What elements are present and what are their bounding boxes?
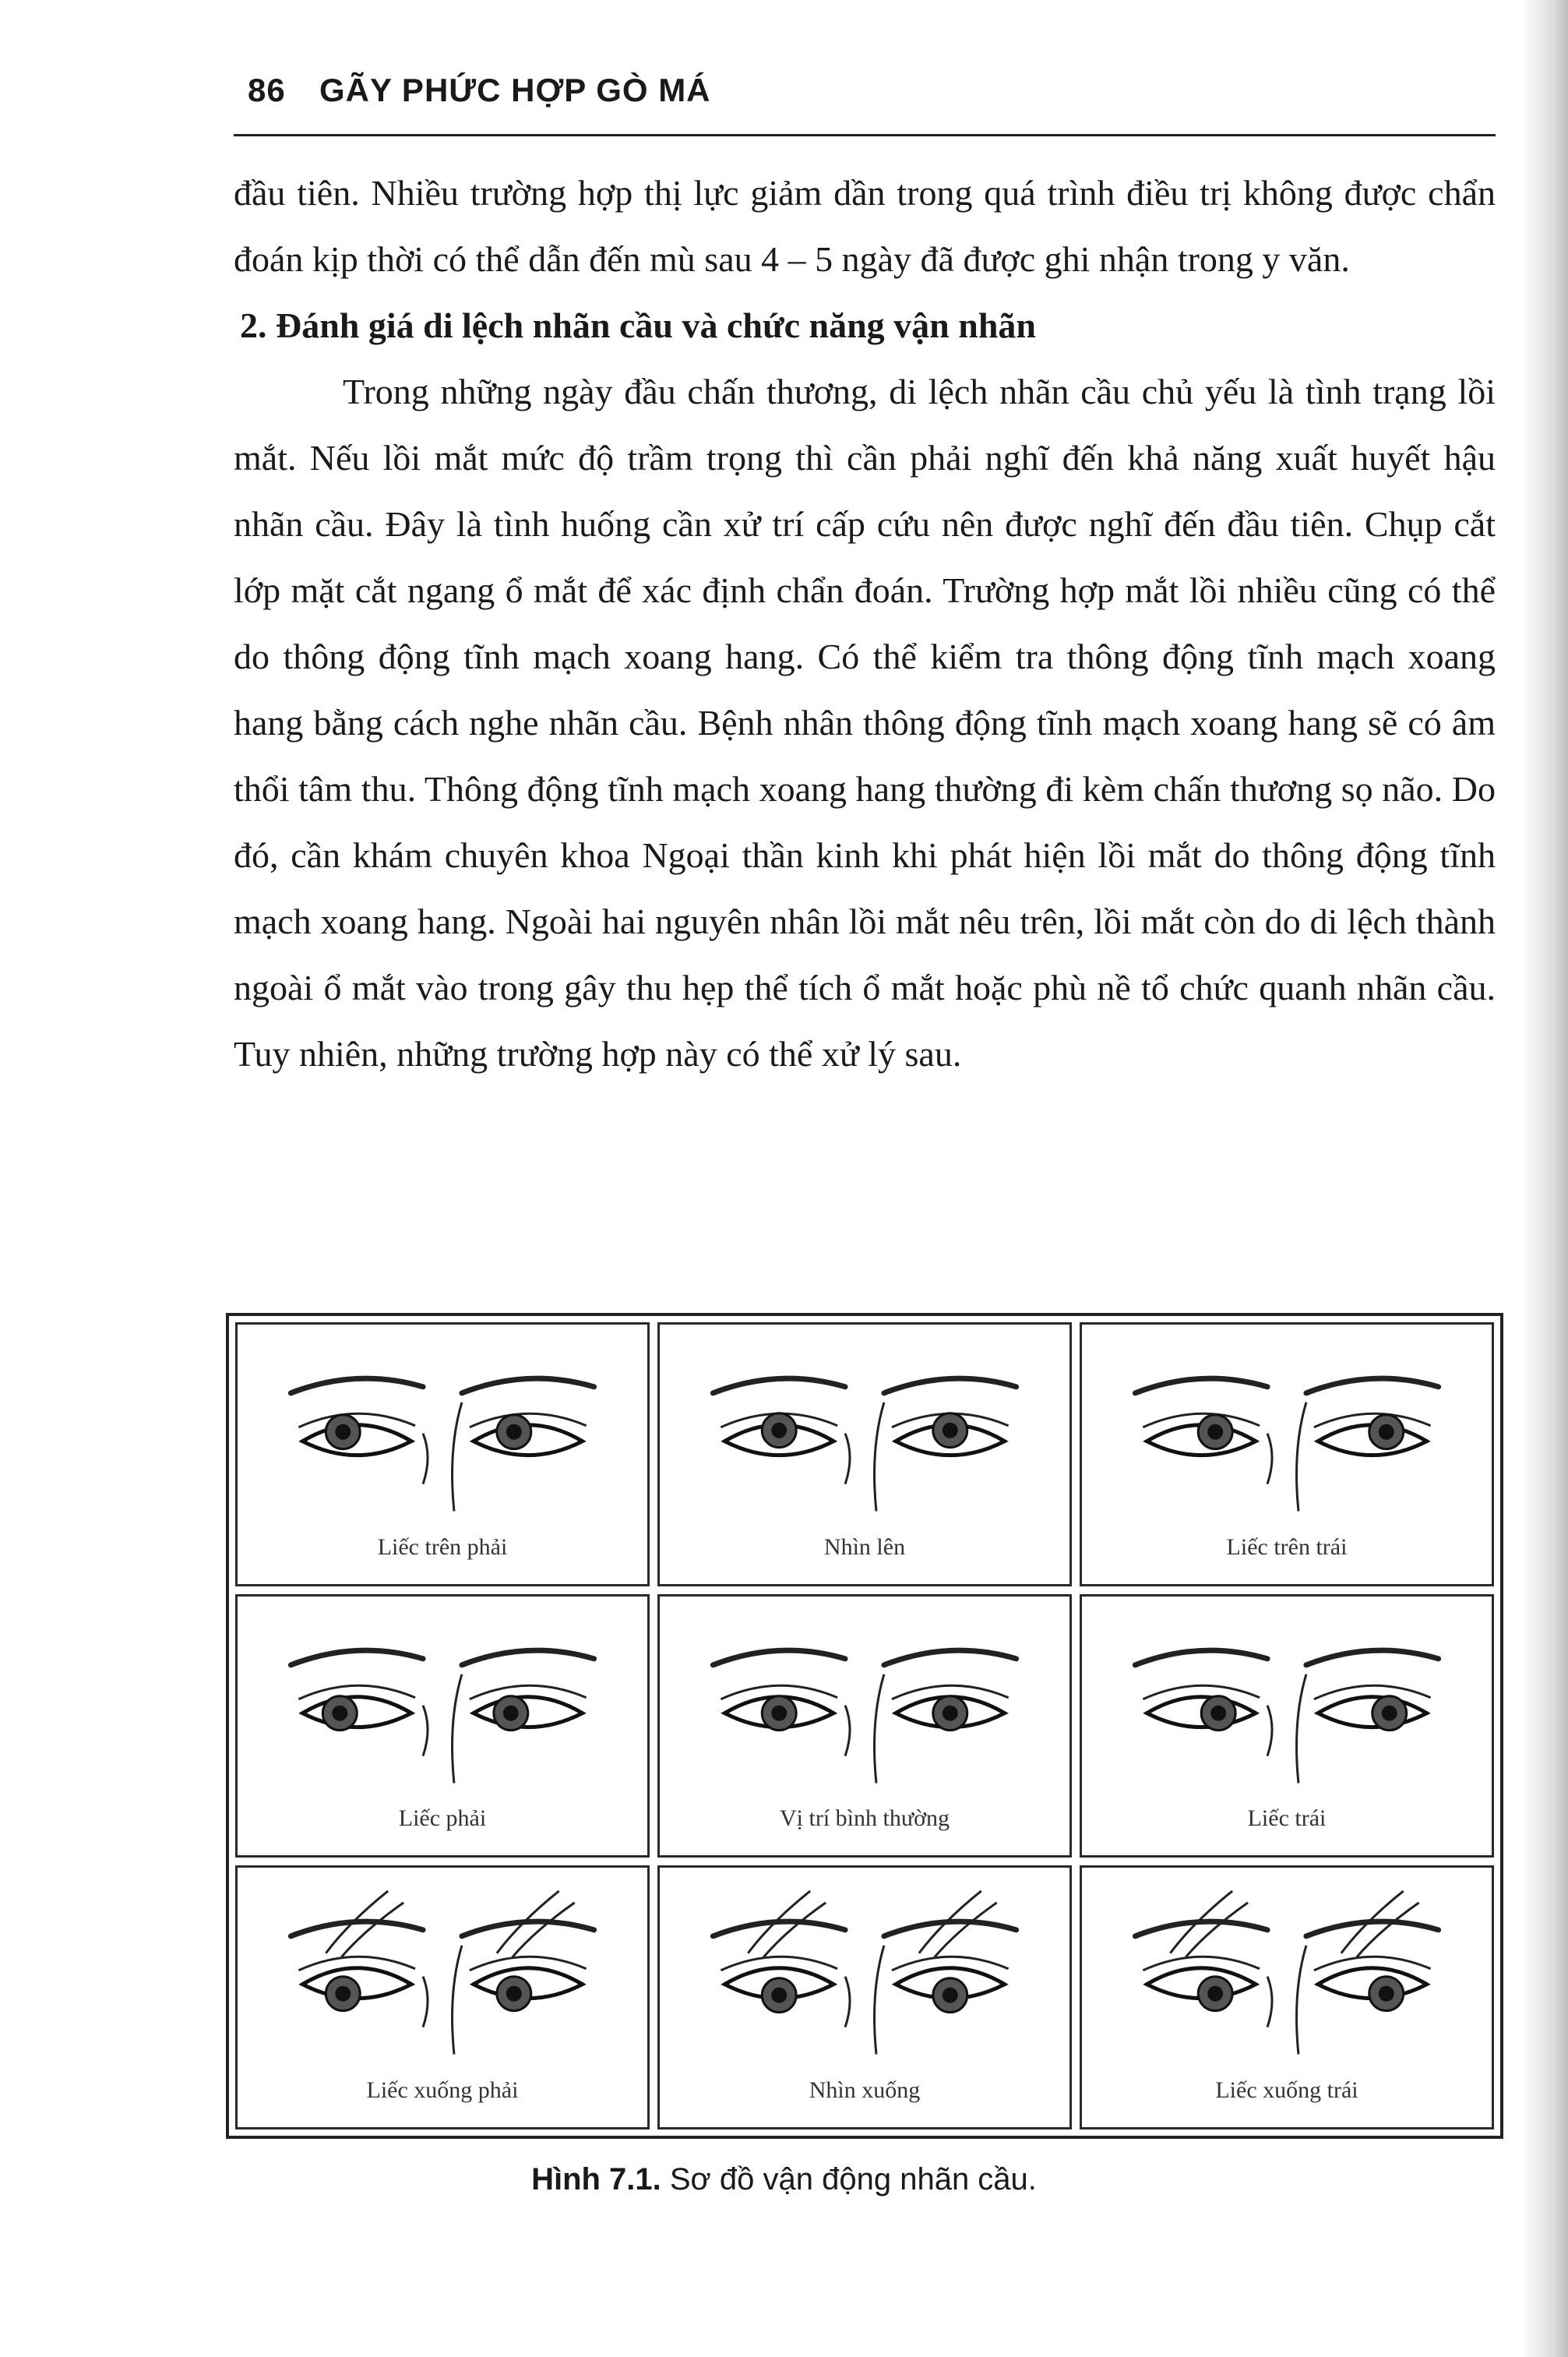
eyebrow-icon xyxy=(1306,1921,1439,1936)
nose-line-icon xyxy=(1267,1977,1272,2027)
pupil-icon xyxy=(771,1705,787,1720)
panel-label: Nhìn xuống xyxy=(809,2076,921,2103)
panel-label: Vị trí bình thường xyxy=(780,1805,950,1832)
pupil-icon xyxy=(943,1988,958,2003)
figure-panel xyxy=(657,1322,1072,1586)
panel-label: Liếc trên trái xyxy=(1226,1533,1348,1560)
pupil-icon xyxy=(506,1986,522,2002)
eyes-illustration xyxy=(660,1325,1069,1526)
chapter-title: GÃY PHỨC HỢP GÒ MÁ xyxy=(319,72,711,108)
nose-line-icon xyxy=(845,1434,850,1484)
figure-panel xyxy=(1080,1865,1494,2129)
body-text xyxy=(234,160,1496,1087)
pupil-icon xyxy=(943,1705,958,1720)
section-paragraph: Trong những ngày đầu chấn thương, di lệch nhãn cầu chủ yếu là tình trạng lồi mắt. Nếu lồi mắt mức độ trầm trọng thì cần phải nghĩ đến khả năng xuất huyết hậu nhãn cầu. Đây là tình huống cần xử trí cấp cứu nên được nghĩ đến đầu tiên. Chụp cắt lớp mặt cắt ngang ổ mắt để xác định chẩn đoán. Trường hợp mắt lồi nhiều cũng có thể do thông động tĩnh mạch xoang hang. Có thể kiểm tra thông động tĩnh mạch xoang hang bằng cách nghe nhãn cầu. Bệnh nhân thông động tĩnh mạch xoang hang sẽ có âm thổi tâm thu. Thông động tĩnh mạch xoang hang thường đi kèm chấn thương sọ não. Do đó, cần khám chuyên khoa Ngoại thần kinh khi phát hiện lồi mắt do thông động tĩnh mạch xoang hang. Ngoài hai nguyên nhân lồi mắt nêu trên, lồi mắt còn do di lệch thành ngoài ổ mắt vào trong gây thu hẹp thể tích ổ mắt hoặc phù nề tổ chức quanh nhãn cầu. Tuy nhiên, những trường hợp này có thể xử lý sau. xyxy=(234,372,1496,1074)
figure-panel xyxy=(235,1322,650,1586)
nose-line-icon xyxy=(423,1705,428,1755)
nose-line-icon xyxy=(845,1977,850,2027)
figure-panel xyxy=(235,1594,650,1858)
nose-line-icon xyxy=(875,1674,884,1783)
nose-line-icon xyxy=(875,1403,884,1512)
pupil-icon xyxy=(332,1705,347,1720)
pupil-icon xyxy=(1382,1705,1397,1720)
eyebrow-icon xyxy=(462,1378,594,1393)
eyes-illustration xyxy=(238,1325,647,1526)
eyebrow-icon xyxy=(1135,1921,1267,1936)
panel-label: Liếc trên phải xyxy=(377,1533,508,1560)
eyes-illustration xyxy=(1082,1597,1492,1798)
nose-line-icon xyxy=(453,1674,462,1783)
eye-movement-figure xyxy=(226,1313,1503,2139)
nose-line-icon xyxy=(1267,1434,1272,1484)
eyes-illustration xyxy=(660,1597,1069,1798)
eyebrow-icon xyxy=(884,1921,1017,1936)
pupil-icon xyxy=(943,1423,958,1438)
pupil-icon xyxy=(771,1988,787,2003)
nose-line-icon xyxy=(453,1403,462,1512)
figure-panel xyxy=(235,1865,650,2129)
panel-label: Liếc xuống phải xyxy=(366,2076,519,2103)
pupil-icon xyxy=(335,1986,351,2002)
figure-panel xyxy=(657,1865,1072,2129)
intro-paragraph: đầu tiên. Nhiều trường hợp thị lực giảm dần trong quá trình điều trị không được chẩn đoán kịp thời có thể dẫn đến mù sau 4 – 5 ngày đã được ghi nhận trong y văn. xyxy=(234,173,1496,279)
nose-line-icon xyxy=(423,1434,428,1484)
nose-line-icon xyxy=(1267,1705,1272,1755)
eyebrow-icon xyxy=(884,1650,1017,1665)
figure-panel xyxy=(1080,1322,1494,1586)
caption-text: Sơ đồ vận động nhãn cầu. xyxy=(661,2162,1037,2196)
eyes-illustration xyxy=(238,1597,647,1798)
eyebrow-icon xyxy=(884,1378,1017,1393)
eyebrow-icon xyxy=(1306,1650,1439,1665)
nose-line-icon xyxy=(1297,1674,1306,1783)
eyes-illustration xyxy=(238,1868,647,2069)
caption-label: Hình 7.1. xyxy=(531,2162,661,2196)
figure-panel xyxy=(657,1594,1072,1858)
running-header xyxy=(234,72,1496,136)
figure-caption xyxy=(0,2162,1568,2197)
panel-label: Liếc phải xyxy=(398,1805,487,1832)
page-number: 86 xyxy=(248,72,286,108)
nose-line-icon xyxy=(1297,1403,1306,1512)
figure-panel xyxy=(1080,1594,1494,1858)
panel-label: Nhìn lên xyxy=(823,1533,906,1560)
eyebrow-icon xyxy=(1306,1378,1439,1393)
nose-line-icon xyxy=(1297,1946,1306,2055)
pupil-icon xyxy=(1207,1424,1223,1440)
eyebrow-icon xyxy=(713,1921,845,1936)
eyebrow-icon xyxy=(291,1650,423,1665)
pupil-icon xyxy=(506,1424,522,1440)
nose-line-icon xyxy=(453,1946,462,2055)
eyebrow-icon xyxy=(462,1650,594,1665)
eyebrow-icon xyxy=(291,1378,423,1393)
panel-label: Liếc trái xyxy=(1247,1805,1327,1832)
pupil-icon xyxy=(503,1705,519,1720)
eyebrow-icon xyxy=(713,1650,845,1665)
pupil-icon xyxy=(1379,1424,1394,1440)
section-heading: 2. Đánh giá di lệch nhãn cầu và chức năng vận nhãn xyxy=(240,305,1036,345)
eyebrow-icon xyxy=(1135,1650,1267,1665)
pupil-icon xyxy=(1207,1986,1223,2002)
eyes-illustration xyxy=(1082,1325,1492,1526)
eyes-illustration xyxy=(660,1868,1069,2069)
pupil-icon xyxy=(771,1423,787,1438)
eyes-illustration xyxy=(1082,1868,1492,2069)
pupil-icon xyxy=(1379,1986,1394,2002)
nose-line-icon xyxy=(423,1977,428,2027)
binding-shadow xyxy=(1521,0,1568,2357)
eyebrow-icon xyxy=(1135,1378,1267,1393)
eyebrow-icon xyxy=(713,1378,845,1393)
pupil-icon xyxy=(1210,1705,1226,1720)
panel-label: Liếc xuống trái xyxy=(1215,2076,1358,2103)
eyebrow-icon xyxy=(462,1921,594,1936)
pupil-icon xyxy=(335,1424,351,1440)
nose-line-icon xyxy=(875,1946,884,2055)
eyebrow-icon xyxy=(291,1921,423,1936)
nose-line-icon xyxy=(845,1705,850,1755)
